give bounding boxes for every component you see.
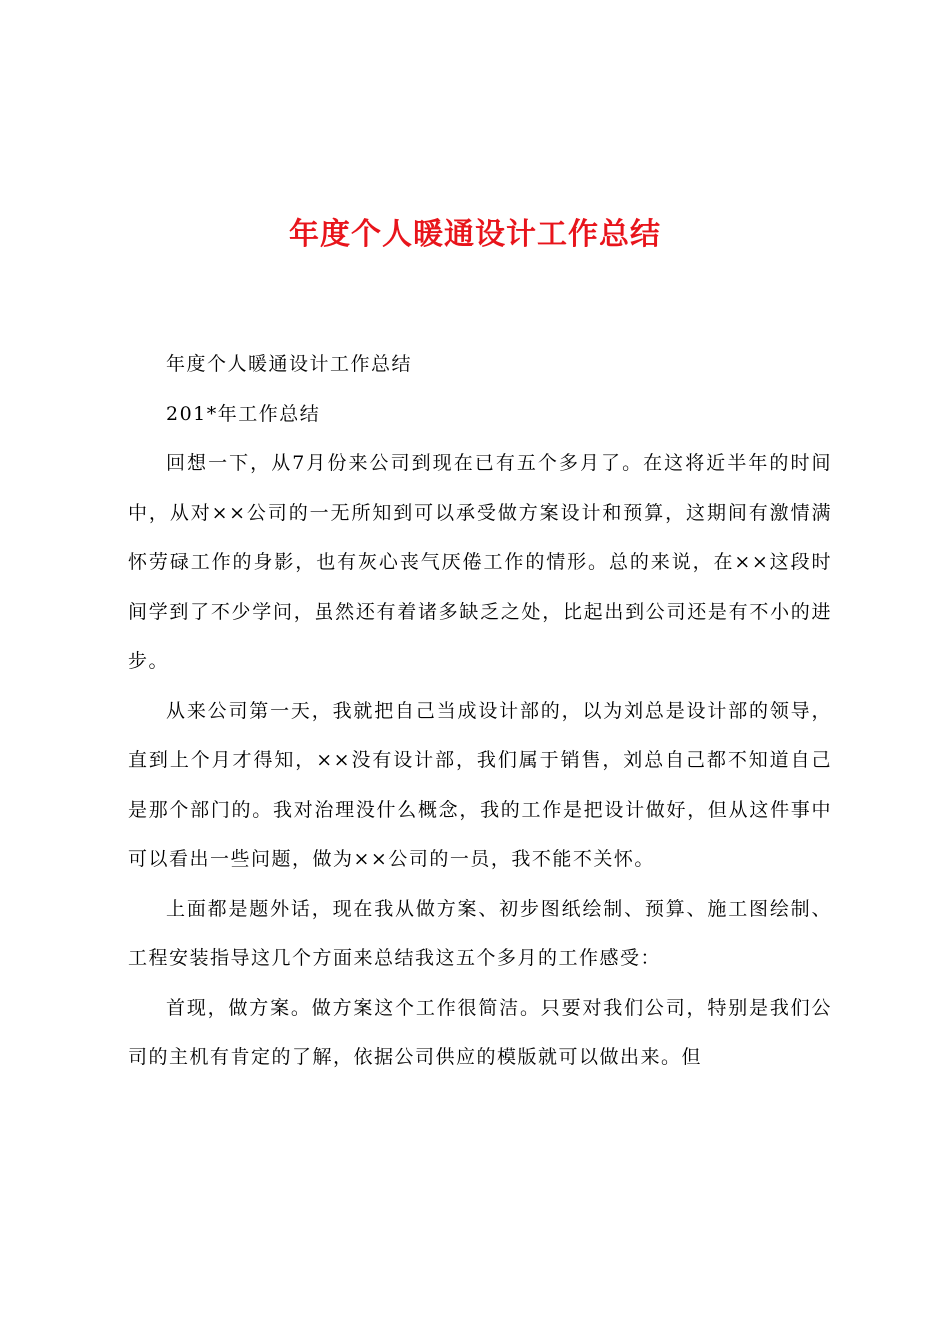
- document-title: 年度个人暖通设计工作总结: [289, 217, 661, 252]
- paragraph-first-point: 首现，做方案。做方案这个工作很简洁。只要对我们公司，特别是我们公司的主机有肯定的了解，依据公司供应的模版就可以做出来。但: [128, 996, 832, 1068]
- paragraph-overview: 上面都是题外话，现在我从做方案、初步图纸绘制、预算、施工图绘制、工程安装指导这几个方面来总结我这五个多月的工作感受：: [128, 897, 832, 969]
- paragraph-year-heading: 201*年工作总结: [166, 402, 321, 425]
- document-body: [128, 340, 832, 1083]
- paragraph-review: 回想一下，从7月份来公司到现在已有五个多月了。在这将近半年的时间中，从对××公司的一无所知到可以承受做方案设计和预算，这期间有激情满怀劳碌工作的身影，也有灰心丧气厌倦工作的情形。总的来说，在××这段时间学到了不少学问，虽然还有着诸多缺乏之处，比起出到公司还是有不小的进步。: [128, 452, 832, 672]
- paragraph-subtitle: 年度个人暖通设计工作总结: [166, 353, 413, 375]
- paragraph-department: 从来公司第一天，我就把自己当成设计部的，以为刘总是设计部的领导，直到上个月才得知，××没有设计部，我们属于销售，刘总自己都不知道自己是那个部门的。我对治理没什么概念，我的工作是把设计做好，但从这件事中可以看出一些问题，做为××公司的一员，我不能不关怀。: [128, 699, 832, 870]
